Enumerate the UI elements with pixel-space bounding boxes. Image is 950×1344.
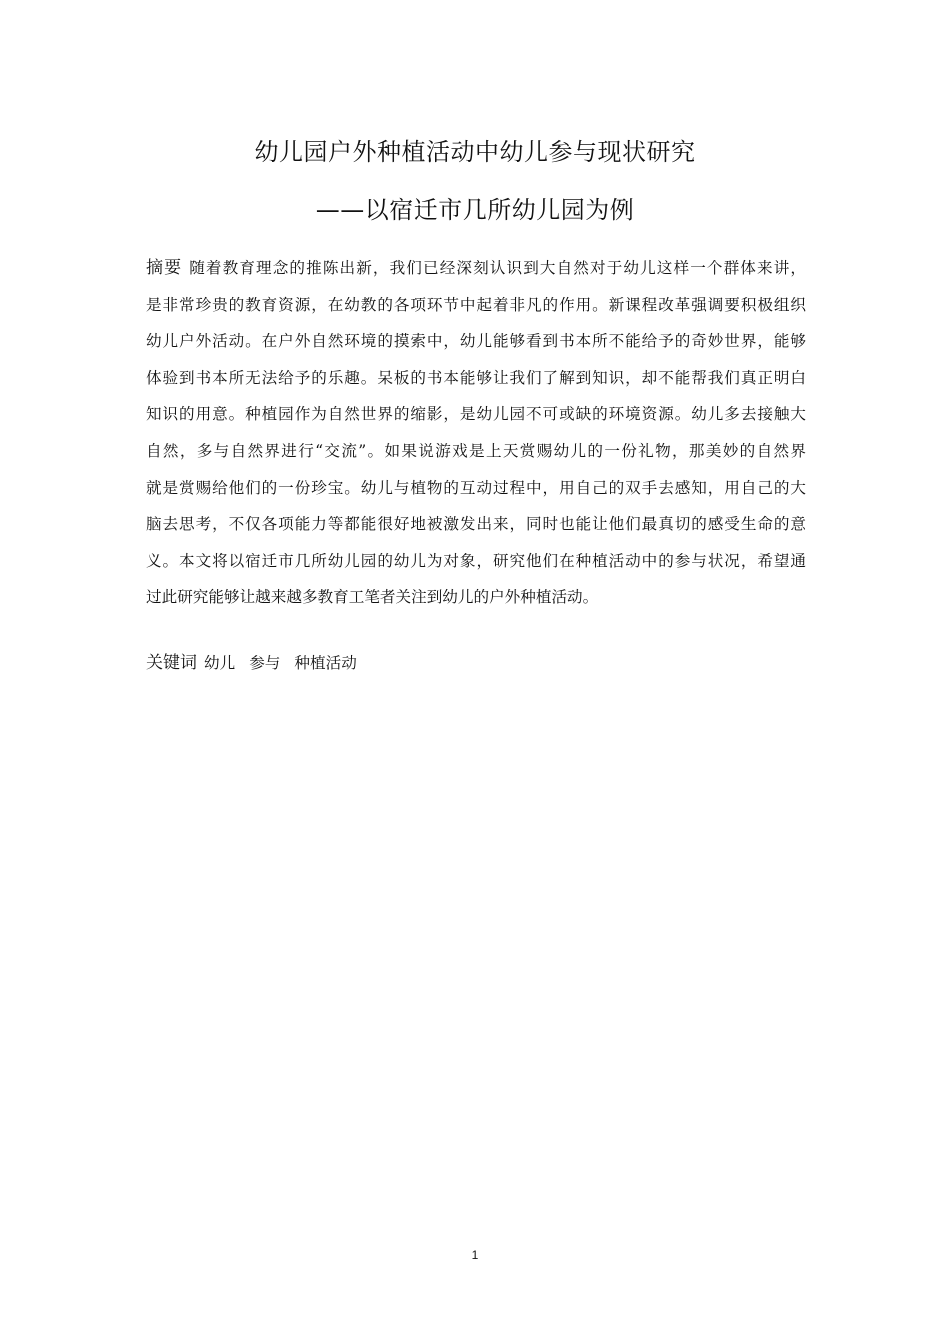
abstract-line bbox=[146, 257, 806, 294]
abstract-line: 脑去思考，不仅各项能力等都能很好地被激发出来，同时也能让他们最真切的感受生命的意 bbox=[146, 515, 806, 534]
abstract-line: 过此研究能够让越来越多教育工笔者关注到幼儿的户外种植活动。 bbox=[146, 588, 599, 607]
abstract-line: 义。本文将以宿迁市几所幼儿园的幼儿为对象，研究他们在种植活动中的参与状况，希望通 bbox=[146, 551, 806, 570]
abstract-line: 自然，多与自然界进行“交流”。如果说游戏是上天赏赐幼儿的一份礼物，那美妙的自然界 bbox=[146, 441, 806, 460]
keyword: 种植活动 bbox=[294, 654, 357, 672]
abstract-label: 摘要 bbox=[146, 258, 183, 278]
keyword: 幼儿 bbox=[204, 654, 236, 672]
page-number: 1 bbox=[471, 1248, 479, 1262]
keywords-section bbox=[146, 652, 371, 674]
abstract-line: 就是赏赐给他们的一份珍宝。幼儿与植物的互动过程中，用自己的双手去感知，用自己的大 bbox=[146, 478, 806, 497]
abstract-section bbox=[146, 257, 806, 623]
abstract-line: 体验到书本所无法给予的乐趣。呆板的书本能够让我们了解到知识，却不能帮我们真正明白 bbox=[146, 368, 806, 387]
abstract-line: 知识的用意。种植园作为自然世界的缩影，是幼儿园不可或缺的环境资源。幼儿多去接触大 bbox=[146, 405, 806, 424]
abstract-line: 幼儿户外活动。在户外自然环境的摸索中，幼儿能够看到书本所不能给予的奇妙世界，能够 bbox=[146, 332, 806, 351]
abstract-text: 随着教育理念的推陈出新，我们已经深刻认识到大自然对于幼儿这样一个群体来讲， bbox=[189, 259, 806, 277]
paper-subtitle: ——以宿迁市几所幼儿园为例 bbox=[315, 196, 635, 224]
paper-title: 幼儿园户外种植活动中幼儿参与现状研究 bbox=[254, 138, 696, 166]
abstract-line: 是非常珍贵的教育资源，在幼教的各项环节中起着非凡的作用。新课程改革强调要积极组织 bbox=[146, 295, 806, 314]
keywords-label: 关键词 bbox=[146, 653, 197, 673]
keyword: 参与 bbox=[249, 654, 281, 672]
